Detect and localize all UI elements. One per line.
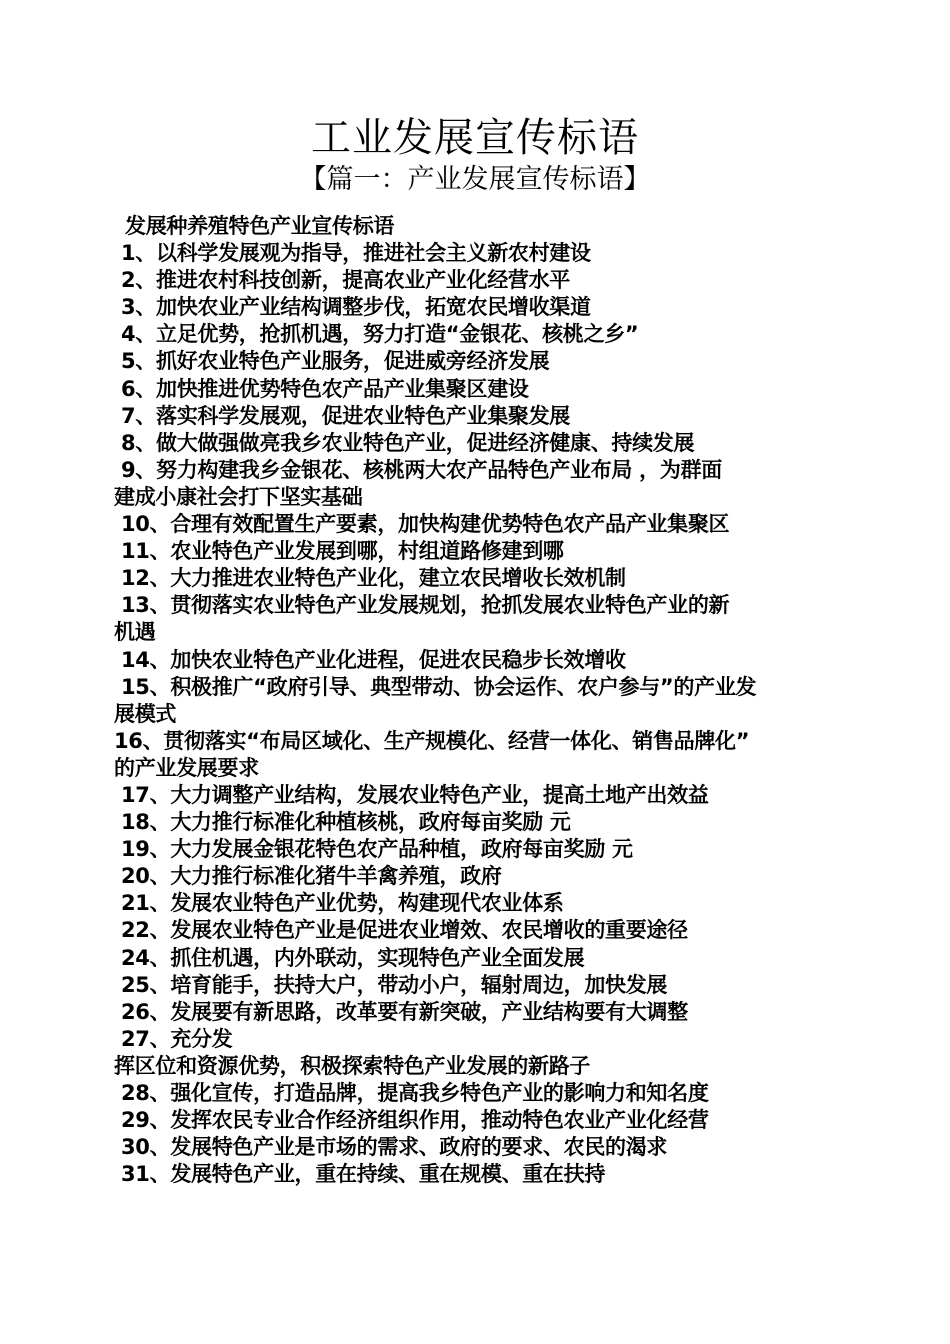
document-title: 工业发展宣传标语 — [311, 115, 639, 161]
text-line: 26、发展要有新思路，改革要有新突破，产业结构要有大调整 — [121, 999, 688, 1024]
text-line: 27、充分发 — [121, 1026, 233, 1051]
text-line: 7、落实科学发展观，促进农业特色产业集聚发展 — [121, 403, 571, 428]
text-line: 22、发展农业特色产业是促进农业增效、农民增收的重要途径 — [121, 918, 688, 943]
text-line: 29、发挥农民专业合作经济组织作用，推动特色农业产业化经营 — [121, 1108, 709, 1133]
text-line: 14、加快农业特色产业化进程，促进农民稳步长效增收 — [121, 647, 626, 672]
text-line: 展模式 — [114, 701, 177, 726]
text-line: 17、大力调整产业结构，发展农业特色产业，提高土地产出效益 — [121, 782, 709, 807]
text-line: 6、加快推进优势特色农产品产业集聚区建设 — [121, 376, 529, 401]
text-line: 3、加快农业产业结构调整步伐，拓宽农民增收渠道 — [121, 295, 591, 320]
text-line: 5、抓好农业特色产业服务，促进威旁经济发展 — [121, 349, 550, 374]
text-line: 9、努力构建我乡金银花、核桃两大农产品特色产业布局 ，为群面 — [121, 457, 722, 482]
document-subtitle: 【篇一：产业发展宣传标语】 — [299, 164, 651, 195]
text-line: 19、大力发展金银花特色农产品种植，政府每亩奖励 元 — [121, 837, 633, 862]
text-line: 30、发展特色产业是市场的需求、政府的要求、农民的渴求 — [121, 1135, 668, 1160]
text-line: 18、大力推行标准化种植核桃，政府每亩奖励 元 — [121, 810, 571, 835]
document-body — [114, 213, 844, 1188]
text-line: 20、大力推行标准化猪牛羊禽养殖，政府 — [121, 864, 502, 889]
text-line: 的产业发展要求 — [114, 755, 259, 780]
text-line: 31、发展特色产业，重在持续、重在规模、重在扶持 — [121, 1162, 606, 1187]
text-line: 28、强化宣传，打造品牌，提高我乡特色产业的影响力和知名度 — [121, 1081, 709, 1105]
text-line: 机遇 — [114, 620, 156, 645]
text-line: 挥区位和资源优势，积极探索特色产业发展的新路子 — [114, 1053, 591, 1078]
text-line: 12、大力推进农业特色产业化，建立农民增收长效机制 — [121, 566, 626, 591]
text-line: 2、推进农村科技创新，提高农业产业化经营水平 — [121, 268, 571, 293]
text-line: 10、合理有效配置生产要素，加快构建优势特色农产品产业集聚区 — [121, 512, 730, 537]
text-line: 1、以科学发展观为指导，推进社会主义新农村建设 — [121, 241, 591, 266]
text-line: 25、培育能手，扶持大户，带动小户，辐射周边，加快发展 — [121, 972, 668, 997]
text-line: 4、立足优势，抢抓机遇，努力打造“金银花、核桃之乡” — [121, 322, 639, 347]
text-line: 21、发展农业特色产业优势，构建现代农业体系 — [121, 891, 564, 916]
text-line: 建成小康社会打下坚实基础 — [114, 484, 363, 509]
text-line: 8、做大做强做亮我乡农业特色产业，促进经济健康、持续发展 — [121, 430, 695, 455]
text-line: 发展种养殖特色产业宣传标语 — [125, 214, 395, 238]
text-line: 15、积极推广“政府引导、典型带动、协会运作、农户参与”的产业发 — [121, 674, 757, 699]
text-line: 13、贯彻落实农业特色产业发展规划，抢抓发展农业特色产业的新 — [121, 593, 730, 618]
text-line: 11、农业特色产业发展到哪，村组道路修建到哪 — [121, 539, 564, 564]
text-line: 16、贯彻落实“布局区域化、生产规模化、经营一体化、销售品牌化” — [114, 728, 750, 753]
text-line: 24、抓住机遇，内外联动，实现特色产业全面发展 — [121, 945, 585, 970]
